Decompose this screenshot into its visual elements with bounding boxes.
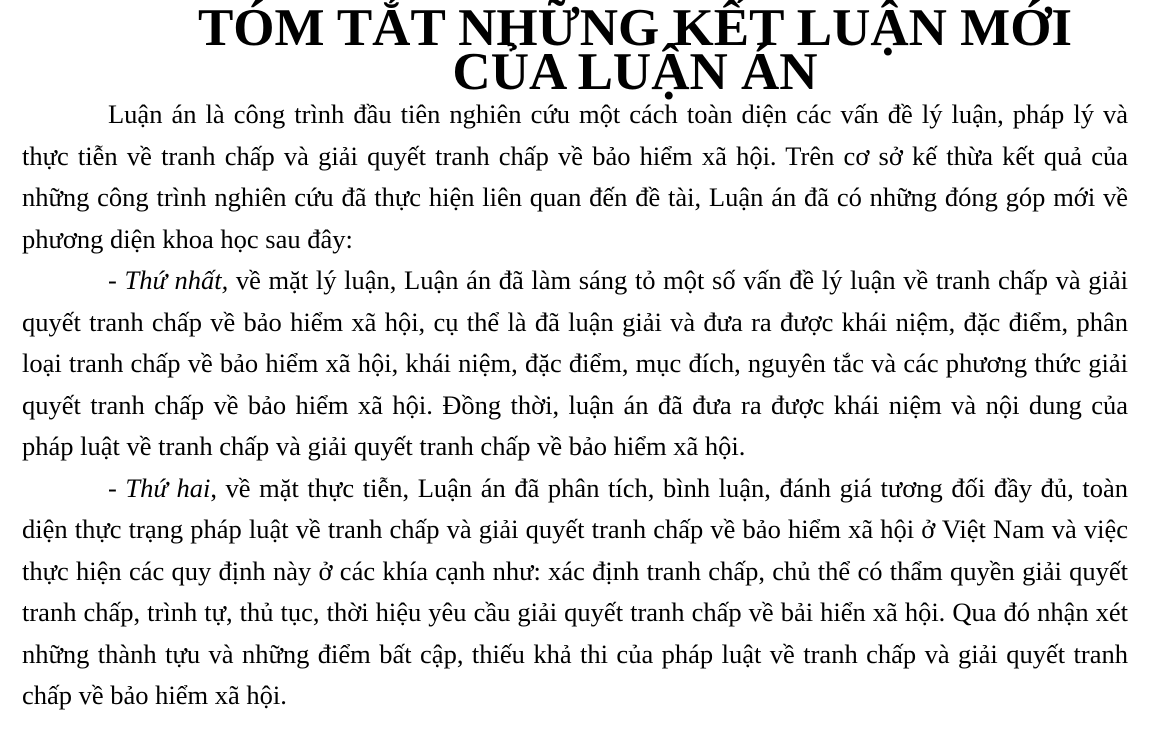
- intro-paragraph-text: Luận án là công trình đầu tiên nghiên cứu một cách toàn diện các vấn đề lý luận, pháp lý và thực tiễn về tranh chấp và giải quyết tranh chấp về bảo hiểm xã hội. Trên cơ sở kế thừa kết quả của những công trình nghiên cứu đã thực hiện liên quan đến đề tài, Luận án đã có những đóng góp mới về phương diện khoa học sau đây:: [22, 99, 1128, 254]
- first-point-dash: -: [108, 265, 125, 295]
- document-page: [22, 0, 1128, 717]
- intro-paragraph: [22, 94, 1128, 260]
- second-point-text: , về mặt thực tiễn, Luận án đã phân tích, bình luận, đánh giá tương đối đầy đủ, toàn diện thực trạng pháp luật về tranh chấp và giải quyết tranh chấp về bảo hiểm xã hội ở Việt Nam và việc thực hiện các quy định này ở các khía cạnh như: xác định tranh chấp, chủ thể có thẩm quyền giải quyết tranh chấp, trình tự, thủ tục, thời hiệu yêu cầu giải quyết tranh chấp về bải hiển xã hội. Qua đó nhận xét những thành tựu và những điểm bất cập, thiếu khả thi của pháp luật về tranh chấp và giải quyết tranh chấp về bảo hiểm xã hội.: [22, 472, 1128, 710]
- second-point-paragraph: [22, 468, 1128, 717]
- second-point-lead: Thứ hai: [125, 472, 211, 503]
- document-title: TÓM TẮT NHỮNG KẾT LUẬN MỚI CỦA LUẬN ÁN: [197, 0, 1073, 101]
- first-point-text: về mặt lý luận, Luận án đã làm sáng tỏ một số vấn đề lý luận về tranh chấp và giải quyết tranh chấp về bảo hiểm xã hội, cụ thể là đã luận giải và đưa ra được khái niệm, đặc điểm, phân loại tranh chấp về bảo hiểm xã hội, khái niệm, đặc điểm, mục đích, nguyên tắc và các phương thức giải quyết tranh chấp về bảo hiểm xã hội. Đồng thời, luận án đã đưa ra được khái niệm và nội dung của pháp luật về tranh chấp và giải quyết tranh chấp về bảo hiểm xã hội.: [22, 265, 1128, 461]
- first-point-paragraph: [22, 260, 1128, 468]
- first-point-lead: Thứ nhất,: [124, 265, 229, 295]
- second-point-dash: -: [108, 472, 126, 503]
